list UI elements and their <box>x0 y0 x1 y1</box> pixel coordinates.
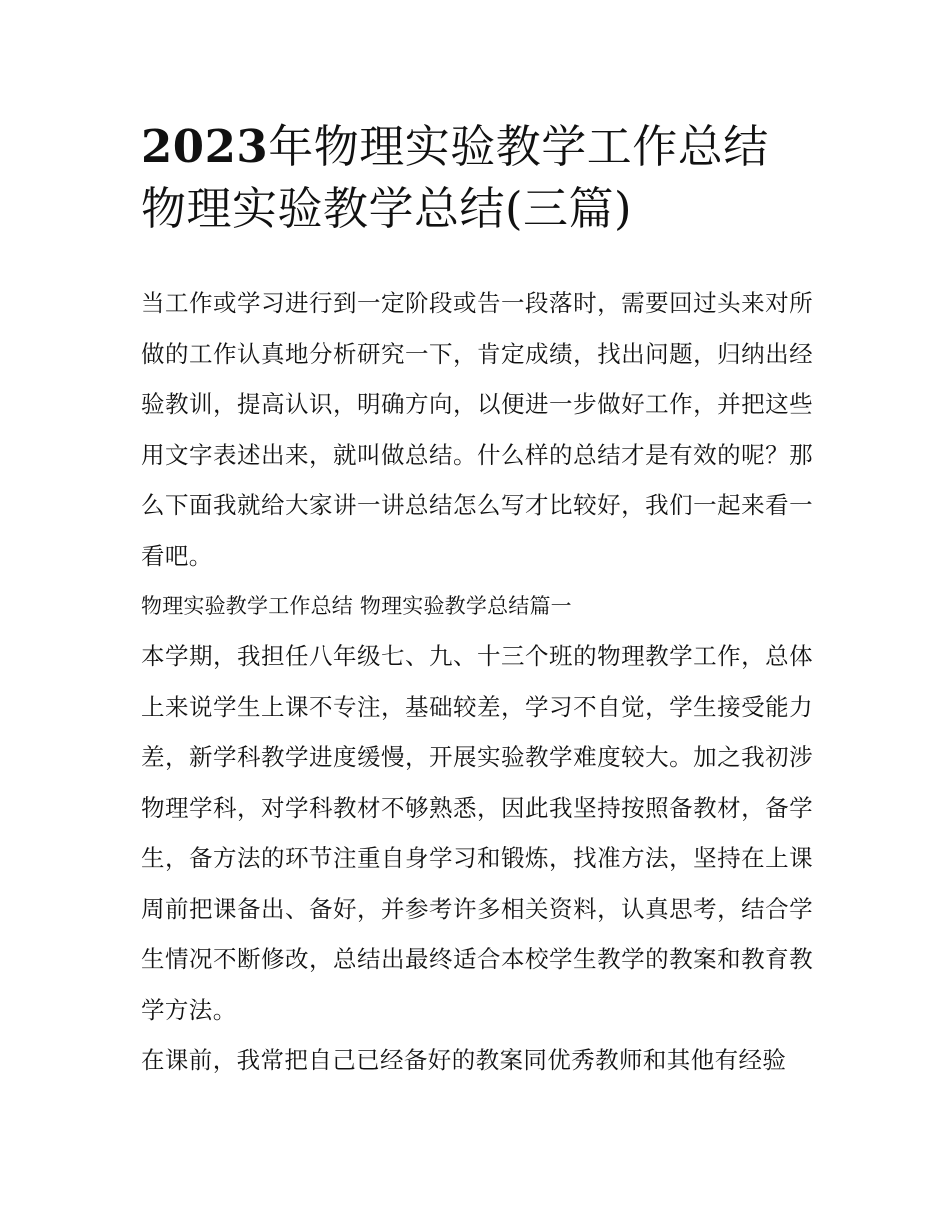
body-paragraph: 本学期，我担任八年级七、九、十三个班的物理教学工作，总体上来说学生上课不专注，基础较差，学习不自觉，学生接受能力差，新学科教学进度缓慢，开展实验教学难度较大。加之我初涉物理学科，对学科教材不够熟悉，因此我坚持按照备教材，备学生，备方法的环节注重自身学习和锻炼，找准方法，坚持在上课周前把课备出、备好，并参考许多相关资料，认真思考，结合学生情况不断修改，总结出最终适合本校学生教学的教案和教育教学方法。 <box>141 642 813 1024</box>
document-body <box>141 278 813 1086</box>
body-paragraph: 在课前，我常把自己已经备好的教案同优秀教师和其他有经验 <box>141 1046 787 1074</box>
title-line-2: 物理实验教学总结(三篇) <box>141 182 633 235</box>
intro-paragraph: 当工作或学习进行到一定阶段或告一段落时，需要回过头来对所做的工作认真地分析研究一下，肯定成绩，找出问题，归纳出经验教训，提高认识，明确方向，以便进一步做好工作，并把这些用文字表述出来，就叫做总结。什么样的总结才是有效的呢？那么下面我就给大家讲一讲总结怎么写才比较好，我们一起来看一看吧。 <box>141 289 813 570</box>
title-line-1-text: 年物理实验教学工作总结 <box>268 120 769 173</box>
section-heading: 物理实验教学工作总结 物理实验教学总结篇一 <box>141 594 572 618</box>
document-page <box>141 118 813 1086</box>
title-line-1 <box>141 118 813 180</box>
title-year: 2023 <box>141 120 269 173</box>
document-title <box>141 118 813 242</box>
